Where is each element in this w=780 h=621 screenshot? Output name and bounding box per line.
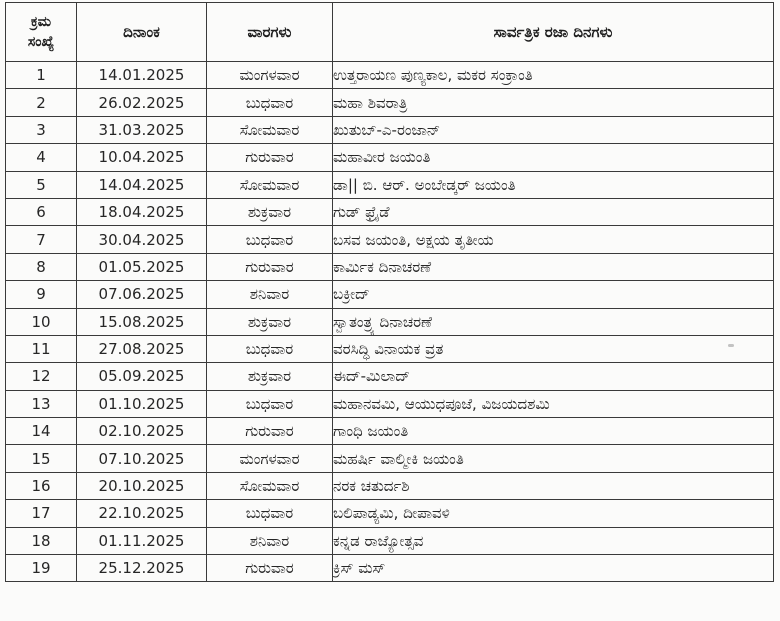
- cell-serial-number: 3: [6, 116, 77, 143]
- cell-serial-number: 11: [6, 335, 77, 362]
- table-row: [6, 226, 774, 253]
- cell-serial-number: 17: [6, 500, 77, 527]
- cell-date: 01.11.2025: [77, 527, 207, 554]
- cell-weekday: ಬುಧವಾರ: [207, 335, 333, 362]
- table-row: [6, 335, 774, 362]
- table-row: [6, 62, 774, 89]
- cell-serial-number: 16: [6, 472, 77, 499]
- cell-weekday: ಮಂಗಳವಾರ: [207, 62, 333, 89]
- cell-weekday: ಸೋಮವಾರ: [207, 472, 333, 499]
- table-row: [6, 308, 774, 335]
- cell-holiday-name: ಕಾರ್ಮಿಕ ದಿನಾಚರಣೆ: [333, 253, 774, 280]
- cell-weekday: ಶುಕ್ರವಾರ: [207, 308, 333, 335]
- cell-weekday: ಗುರುವಾರ: [207, 418, 333, 445]
- cell-date: 31.03.2025: [77, 116, 207, 143]
- table-row: [6, 555, 774, 582]
- cell-date: 26.02.2025: [77, 89, 207, 116]
- cell-date: 01.10.2025: [77, 390, 207, 417]
- cell-holiday-name: ವರಸಿದ್ಧಿ ವಿನಾಯಕ ವ್ರತ: [333, 335, 774, 362]
- scan-speck: [728, 344, 734, 347]
- cell-weekday: ಗುರುವಾರ: [207, 555, 333, 582]
- header-serial-line-1: ಕ್ರಮ: [30, 14, 52, 30]
- cell-date: 30.04.2025: [77, 226, 207, 253]
- cell-holiday-name: ಬಸವ ಜಯಂತಿ, ಅಕ್ಷಯ ತೃತೀಯ: [333, 226, 774, 253]
- cell-holiday-name: ಬಕ್ರೀದ್: [333, 281, 774, 308]
- table-row: [6, 527, 774, 554]
- table-row: [6, 445, 774, 472]
- table-row: [6, 198, 774, 225]
- cell-holiday-name: ನರಕ ಚತುರ್ದಶಿ: [333, 472, 774, 499]
- header-row: [6, 3, 774, 62]
- header-holiday-name: ಸಾರ್ವತ್ರಿಕ ರಜಾ ದಿನಗಳು: [333, 3, 774, 62]
- cell-date: 01.05.2025: [77, 253, 207, 280]
- cell-holiday-name: ಕ್ರಿಸ್ ಮಸ್: [333, 555, 774, 582]
- cell-holiday-name: ಮಹರ್ಷಿ ವಾಲ್ಮೀಕಿ ಜಯಂತಿ: [333, 445, 774, 472]
- cell-holiday-name: ಉತ್ತರಾಯಣ ಪುಣ್ಯಕಾಲ, ಮಕರ ಸಂಕ್ರಾಂತಿ: [333, 62, 774, 89]
- cell-weekday: ಬುಧವಾರ: [207, 390, 333, 417]
- cell-holiday-name: ಗಾಂಧಿ ಜಯಂತಿ: [333, 418, 774, 445]
- cell-weekday: ಶುಕ್ರವಾರ: [207, 363, 333, 390]
- cell-holiday-name: ಖುತುಬ್-ಎ-ರಂಜಾನ್: [333, 116, 774, 143]
- cell-weekday: ಶನಿವಾರ: [207, 527, 333, 554]
- cell-holiday-name: ಗುಡ್ ಫ್ರೈಡೆ: [333, 198, 774, 225]
- cell-weekday: ಮಂಗಳವಾರ: [207, 445, 333, 472]
- cell-date: 15.08.2025: [77, 308, 207, 335]
- cell-holiday-name: ಮಹಾನವಮಿ, ಆಯುಧಪೂಜೆ, ವಿಜಯದಶಮಿ: [333, 390, 774, 417]
- table-row: [6, 390, 774, 417]
- cell-serial-number: 8: [6, 253, 77, 280]
- cell-holiday-name: ಈದ್-ಮಿಲಾದ್: [333, 363, 774, 390]
- cell-serial-number: 14: [6, 418, 77, 445]
- table-row: [6, 418, 774, 445]
- cell-date: 20.10.2025: [77, 472, 207, 499]
- table-body: [6, 62, 774, 582]
- cell-weekday: ಬುಧವಾರ: [207, 500, 333, 527]
- cell-weekday: ಶನಿವಾರ: [207, 281, 333, 308]
- cell-holiday-name: ಮಹಾ ಶಿವರಾತ್ರಿ: [333, 89, 774, 116]
- cell-holiday-name: ಬಲಿಪಾಡ್ಯಮಿ, ದೀಪಾವಳಿ: [333, 500, 774, 527]
- holiday-table: [5, 2, 774, 582]
- cell-serial-number: 4: [6, 144, 77, 171]
- cell-date: 10.04.2025: [77, 144, 207, 171]
- cell-date: 07.06.2025: [77, 281, 207, 308]
- table-header: [6, 3, 774, 62]
- table-row: [6, 116, 774, 143]
- table-row: [6, 144, 774, 171]
- cell-weekday: ಗುರುವಾರ: [207, 253, 333, 280]
- table-row: [6, 500, 774, 527]
- cell-serial-number: 2: [6, 89, 77, 116]
- cell-serial-number: 18: [6, 527, 77, 554]
- cell-holiday-name: ಮಹಾವೀರ ಜಯಂತಿ: [333, 144, 774, 171]
- cell-holiday-name: ಡಾ|| ಬಿ. ಆರ್. ಅಂಬೇಡ್ಕರ್ ಜಯಂತಿ: [333, 171, 774, 198]
- cell-serial-number: 15: [6, 445, 77, 472]
- header-serial-number: [6, 3, 77, 62]
- cell-serial-number: 6: [6, 198, 77, 225]
- cell-date: 14.04.2025: [77, 171, 207, 198]
- cell-serial-number: 9: [6, 281, 77, 308]
- table-row: [6, 363, 774, 390]
- header-weekday: ವಾರಗಳು: [207, 3, 333, 62]
- table-row: [6, 89, 774, 116]
- header-date: ದಿನಾಂಕ: [77, 3, 207, 62]
- cell-holiday-name: ಸ್ವಾತಂತ್ರ್ಯ ದಿನಾಚರಣೆ: [333, 308, 774, 335]
- cell-date: 25.12.2025: [77, 555, 207, 582]
- cell-weekday: ಸೋಮವಾರ: [207, 171, 333, 198]
- cell-date: 05.09.2025: [77, 363, 207, 390]
- cell-date: 18.04.2025: [77, 198, 207, 225]
- table-row: [6, 472, 774, 499]
- cell-serial-number: 5: [6, 171, 77, 198]
- cell-date: 07.10.2025: [77, 445, 207, 472]
- cell-weekday: ಸೋಮವಾರ: [207, 116, 333, 143]
- cell-weekday: ಗುರುವಾರ: [207, 144, 333, 171]
- cell-serial-number: 10: [6, 308, 77, 335]
- cell-date: 22.10.2025: [77, 500, 207, 527]
- cell-date: 14.01.2025: [77, 62, 207, 89]
- cell-weekday: ಬುಧವಾರ: [207, 89, 333, 116]
- header-serial-line-2: ಸಂಖ್ಯೆ: [27, 34, 55, 50]
- cell-serial-number: 13: [6, 390, 77, 417]
- cell-serial-number: 7: [6, 226, 77, 253]
- cell-holiday-name: ಕನ್ನಡ ರಾಜ್ಯೋತ್ಸವ: [333, 527, 774, 554]
- cell-weekday: ಶುಕ್ರವಾರ: [207, 198, 333, 225]
- cell-date: 27.08.2025: [77, 335, 207, 362]
- table-row: [6, 253, 774, 280]
- table-row: [6, 281, 774, 308]
- cell-date: 02.10.2025: [77, 418, 207, 445]
- cell-serial-number: 12: [6, 363, 77, 390]
- table-row: [6, 171, 774, 198]
- cell-weekday: ಬುಧವಾರ: [207, 226, 333, 253]
- cell-serial-number: 19: [6, 555, 77, 582]
- cell-serial-number: 1: [6, 62, 77, 89]
